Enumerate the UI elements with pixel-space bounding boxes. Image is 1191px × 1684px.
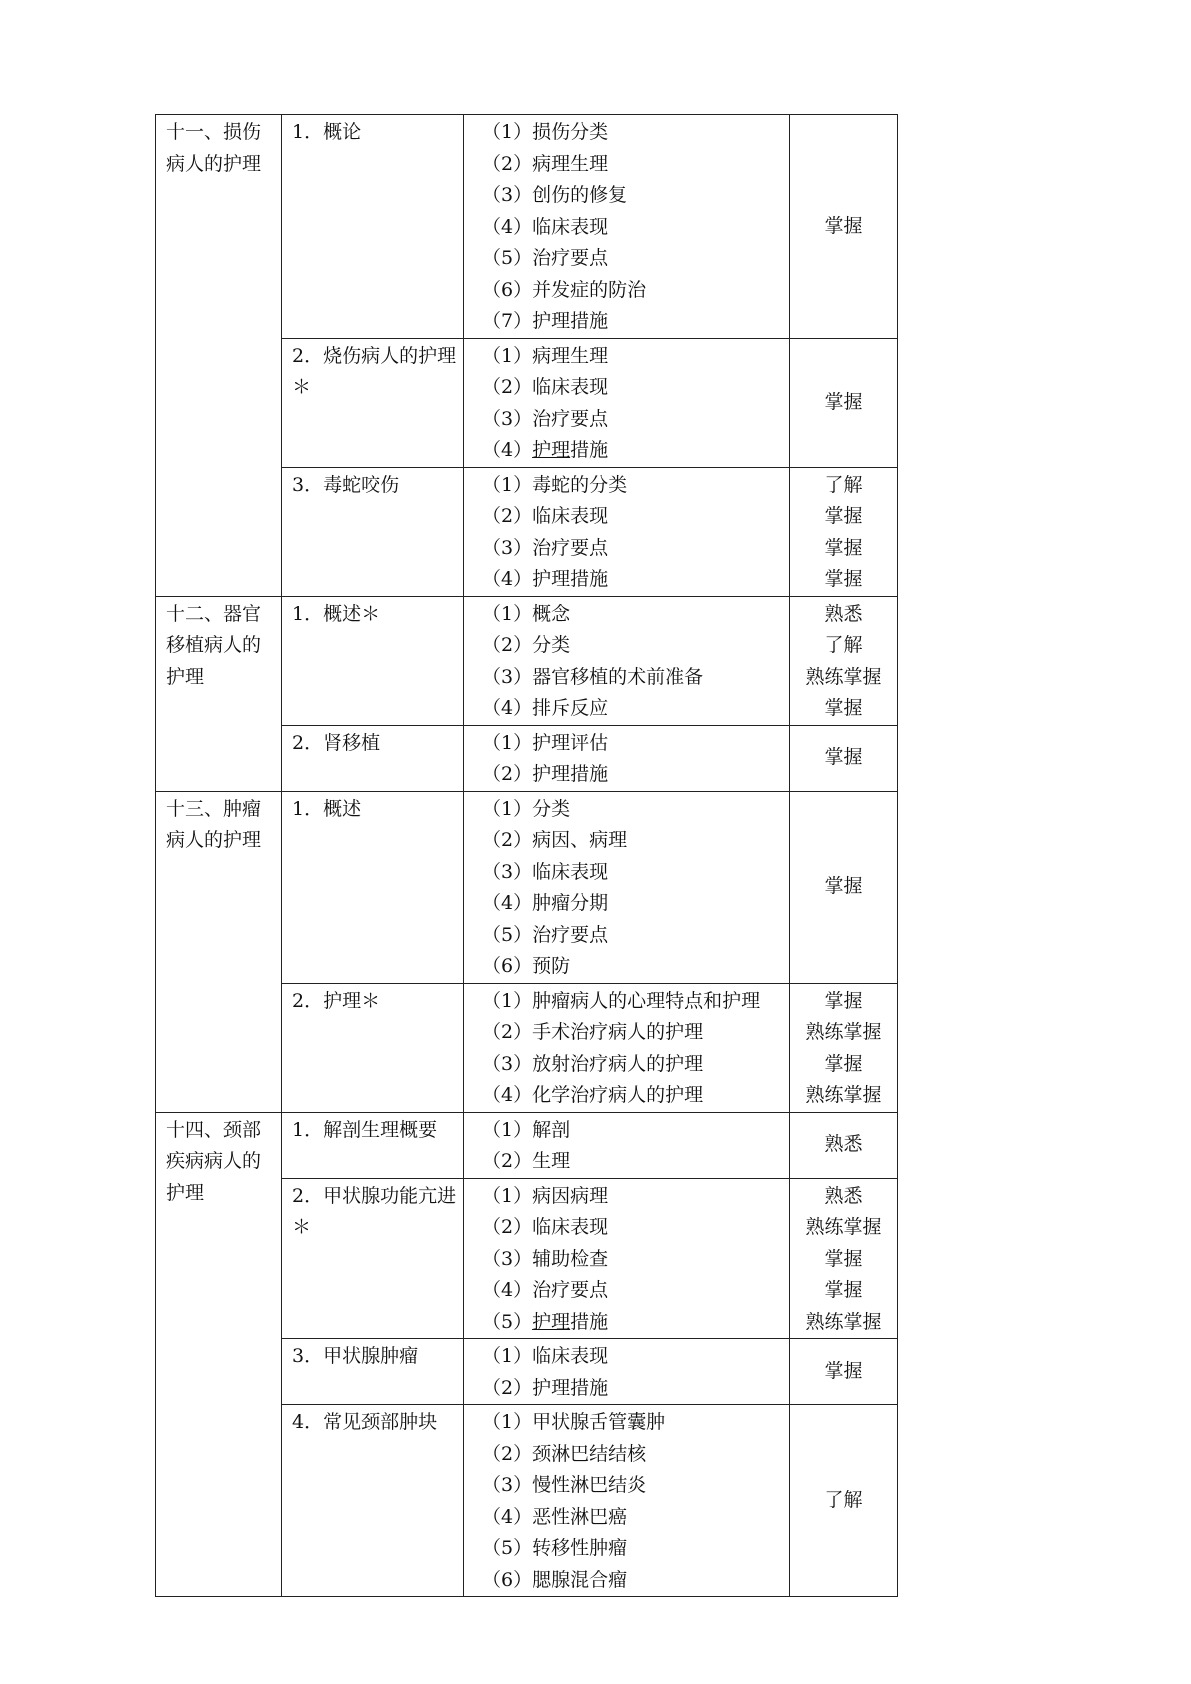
item-text: 护理措施 [532, 763, 609, 785]
list-item [482, 857, 785, 889]
item-number: （4） [482, 215, 533, 238]
item-number: （3） [482, 536, 533, 559]
list-item [482, 149, 785, 181]
topic-title: 2．甲状腺功能亢进＊ [282, 1178, 464, 1339]
list-item [482, 404, 785, 436]
list-item [482, 599, 785, 631]
item-number: （5） [482, 1310, 533, 1333]
list-item [482, 759, 785, 791]
item-number: （1） [482, 121, 533, 143]
list-item [482, 243, 785, 275]
item-number: （2） [482, 634, 533, 656]
topic-title: 3．毒蛇咬伤 [282, 467, 464, 596]
topic-items [464, 596, 790, 725]
list-item [482, 1181, 785, 1213]
level-label: 掌握 [824, 390, 863, 413]
item-text: 治疗要点 [532, 407, 609, 430]
list-item [482, 888, 785, 920]
item-number: （5） [482, 1537, 533, 1559]
topic-items [464, 1339, 790, 1405]
item-text: 分类 [532, 797, 571, 820]
list-item [482, 435, 785, 467]
topic-title: 1．概述＊ [282, 596, 464, 725]
requirement-level [790, 1339, 898, 1405]
topic-title: 3．甲状腺肿瘤 [282, 1339, 464, 1405]
level-label: 了解 [824, 634, 863, 656]
topic-title: 1．解剖生理概要 [282, 1112, 464, 1178]
topic-title: 1．概论 [282, 115, 464, 339]
item-number: （1） [482, 989, 533, 1012]
item-text: 临床表现 [532, 1345, 609, 1367]
item-text: 放射治疗病人的护理 [532, 1052, 704, 1075]
list-item [482, 1341, 785, 1373]
topic-items [464, 791, 790, 983]
item-number: （2） [482, 152, 533, 175]
item-number: （2） [482, 1150, 533, 1172]
level-label: 熟练掌握 [805, 1310, 882, 1333]
item-number: （2） [482, 1376, 533, 1399]
syllabus-body [156, 115, 898, 1597]
item-text: 措施 [570, 1310, 609, 1333]
topic-title: 2．烧伤病人的护理＊ [282, 338, 464, 467]
list-item [482, 306, 785, 338]
item-number: （2） [482, 763, 533, 785]
item-text: 病理生理 [532, 152, 609, 175]
item-text: 分类 [532, 634, 571, 656]
item-text: 护理评估 [532, 731, 609, 754]
list-item [482, 1502, 785, 1534]
list-item [482, 501, 785, 533]
item-text: 解剖 [532, 1118, 571, 1141]
item-text: 护理 [532, 439, 571, 461]
list-item [482, 794, 785, 826]
list-item [482, 920, 785, 952]
topic-items [464, 1178, 790, 1339]
requirement-level [790, 983, 898, 1112]
item-number: （3） [482, 860, 533, 883]
requirement-level [790, 725, 898, 791]
requirement-level [790, 1405, 898, 1597]
requirement-level [790, 1178, 898, 1339]
item-number: （4） [482, 568, 533, 590]
item-number: （6） [482, 955, 533, 977]
item-text: 生理 [532, 1150, 571, 1172]
chapter-title: 十三、肿瘤病人的护理 [156, 791, 282, 1112]
level-label: 掌握 [824, 568, 863, 590]
level-label: 了解 [824, 1488, 863, 1511]
item-text: 腮腺混合瘤 [532, 1568, 628, 1591]
item-number: （5） [482, 247, 533, 269]
topic-items [464, 1112, 790, 1178]
level-label: 熟悉 [824, 1133, 863, 1156]
item-text: 治疗要点 [532, 247, 609, 269]
table-row [156, 1112, 898, 1178]
level-label: 掌握 [824, 746, 863, 769]
level-label: 熟练掌握 [805, 1084, 882, 1106]
item-text: 器官移植的术前准备 [532, 665, 704, 688]
level-label: 熟练掌握 [805, 1216, 882, 1238]
list-item [482, 662, 785, 694]
level-label: 掌握 [824, 505, 863, 527]
item-number: （1） [482, 1184, 533, 1207]
table-row [156, 115, 898, 339]
list-item [482, 180, 785, 212]
item-text: 化学治疗病人的护理 [532, 1084, 704, 1106]
item-text: 慢性淋巴结炎 [532, 1474, 647, 1496]
level-label: 掌握 [824, 989, 863, 1012]
topic-items [464, 983, 790, 1112]
item-number: （4） [482, 1279, 533, 1301]
list-item [482, 1146, 785, 1178]
item-number: （2） [482, 1021, 533, 1043]
item-text: 护理措施 [532, 310, 609, 332]
item-text: 病因病理 [532, 1184, 609, 1207]
list-item [482, 693, 785, 725]
requirement-level [790, 115, 898, 339]
item-text: 创伤的修复 [532, 184, 628, 206]
topic-title: 2．护理＊ [282, 983, 464, 1112]
requirement-level [790, 467, 898, 596]
item-text: 预防 [532, 955, 571, 977]
item-text: 措施 [570, 439, 609, 461]
item-text: 临床表现 [532, 376, 609, 398]
item-number: （4） [482, 439, 533, 461]
level-label: 熟悉 [824, 602, 863, 625]
chapter-title: 十四、颈部疾病病人的护理 [156, 1112, 282, 1597]
item-number: （2） [482, 1442, 533, 1465]
item-number: （1） [482, 344, 533, 367]
item-text: 损伤分类 [532, 121, 609, 143]
level-label: 掌握 [824, 697, 863, 719]
item-text: 甲状腺舌管囊肿 [532, 1411, 666, 1433]
list-item [482, 564, 785, 596]
topic-title: 2．肾移植 [282, 725, 464, 791]
list-item [482, 1049, 785, 1081]
item-text: 排斥反应 [532, 697, 609, 719]
item-text: 转移性肿瘤 [532, 1537, 628, 1559]
list-item [482, 117, 785, 149]
requirement-level [790, 791, 898, 983]
item-number: （7） [482, 310, 533, 332]
item-text: 恶性淋巴癌 [532, 1505, 628, 1528]
list-item [482, 986, 785, 1018]
list-item [482, 951, 785, 983]
list-item [482, 1017, 785, 1049]
item-number: （3） [482, 1247, 533, 1270]
list-item [482, 728, 785, 760]
list-item [482, 1244, 785, 1276]
list-item [482, 1275, 785, 1307]
chapter-title: 十二、器官移植病人的护理 [156, 596, 282, 791]
topic-items [464, 115, 790, 339]
item-number: （6） [482, 278, 533, 301]
list-item [482, 630, 785, 662]
item-text: 毒蛇的分类 [532, 473, 628, 496]
item-text: 病因、病理 [532, 829, 628, 851]
item-text: 病理生理 [532, 344, 609, 367]
list-item [482, 1080, 785, 1112]
list-item [482, 372, 785, 404]
requirement-level [790, 1112, 898, 1178]
level-label: 掌握 [824, 1279, 863, 1301]
item-number: （2） [482, 1216, 533, 1238]
item-text: 治疗要点 [532, 1279, 609, 1301]
topic-items [464, 1405, 790, 1597]
item-text: 护理措施 [532, 1376, 609, 1399]
level-label: 掌握 [824, 1052, 863, 1075]
item-text: 肿瘤分期 [532, 892, 609, 914]
item-text: 护理 [532, 1310, 571, 1333]
level-label: 掌握 [824, 1247, 863, 1270]
item-number: （2） [482, 376, 533, 398]
item-number: （3） [482, 1052, 533, 1075]
item-number: （1） [482, 731, 533, 754]
topic-items [464, 467, 790, 596]
topic-title: 4．常见颈部肿块 [282, 1405, 464, 1597]
item-number: （4） [482, 1505, 533, 1528]
list-item [482, 1470, 785, 1502]
item-number: （4） [482, 1084, 533, 1106]
item-text: 概念 [532, 602, 571, 625]
table-row [156, 596, 898, 725]
item-text: 临床表现 [532, 505, 609, 527]
list-item [482, 470, 785, 502]
item-number: （1） [482, 797, 533, 820]
list-item [482, 825, 785, 857]
item-number: （2） [482, 505, 533, 527]
item-text: 颈淋巴结结核 [532, 1442, 647, 1465]
item-number: （1） [482, 1118, 533, 1141]
list-item [482, 1533, 785, 1565]
list-item [482, 1565, 785, 1597]
item-text: 辅助检查 [532, 1247, 609, 1270]
level-label: 掌握 [824, 214, 863, 237]
item-number: （3） [482, 1474, 533, 1496]
list-item [482, 1307, 785, 1339]
item-number: （3） [482, 407, 533, 430]
topic-title: 1．概述 [282, 791, 464, 983]
item-text: 并发症的防治 [532, 278, 647, 301]
list-item [482, 1407, 785, 1439]
item-text: 临床表现 [532, 215, 609, 238]
requirement-level [790, 338, 898, 467]
level-label: 熟练掌握 [805, 1021, 882, 1043]
level-label: 掌握 [824, 875, 863, 898]
level-label: 熟悉 [824, 1184, 863, 1207]
level-label: 掌握 [824, 536, 863, 559]
list-item [482, 533, 785, 565]
item-number: （5） [482, 923, 533, 946]
item-number: （1） [482, 1411, 533, 1433]
item-text: 治疗要点 [532, 536, 609, 559]
item-text: 治疗要点 [532, 923, 609, 946]
syllabus-table [155, 114, 898, 1597]
item-text: 手术治疗病人的护理 [532, 1021, 704, 1043]
list-item [482, 275, 785, 307]
item-number: （1） [482, 602, 533, 625]
item-number: （1） [482, 1345, 533, 1367]
item-number: （2） [482, 829, 533, 851]
item-number: （6） [482, 1568, 533, 1591]
table-row [156, 791, 898, 983]
item-number: （3） [482, 665, 533, 688]
level-label: 熟练掌握 [805, 665, 882, 688]
topic-items [464, 338, 790, 467]
list-item [482, 1439, 785, 1471]
item-number: （3） [482, 184, 533, 206]
level-label: 了解 [824, 473, 863, 496]
item-number: （4） [482, 697, 533, 719]
list-item [482, 341, 785, 373]
item-text: 护理措施 [532, 568, 609, 590]
item-text: 肿瘤病人的心理特点和护理 [532, 989, 761, 1012]
list-item [482, 1212, 785, 1244]
item-number: （1） [482, 473, 533, 496]
list-item [482, 212, 785, 244]
topic-items [464, 725, 790, 791]
list-item [482, 1115, 785, 1147]
chapter-title: 十一、损伤病人的护理 [156, 115, 282, 597]
item-text: 临床表现 [532, 860, 609, 883]
level-label: 掌握 [824, 1359, 863, 1382]
requirement-level [790, 596, 898, 725]
item-text: 临床表现 [532, 1216, 609, 1238]
list-item [482, 1373, 785, 1405]
item-number: （4） [482, 892, 533, 914]
